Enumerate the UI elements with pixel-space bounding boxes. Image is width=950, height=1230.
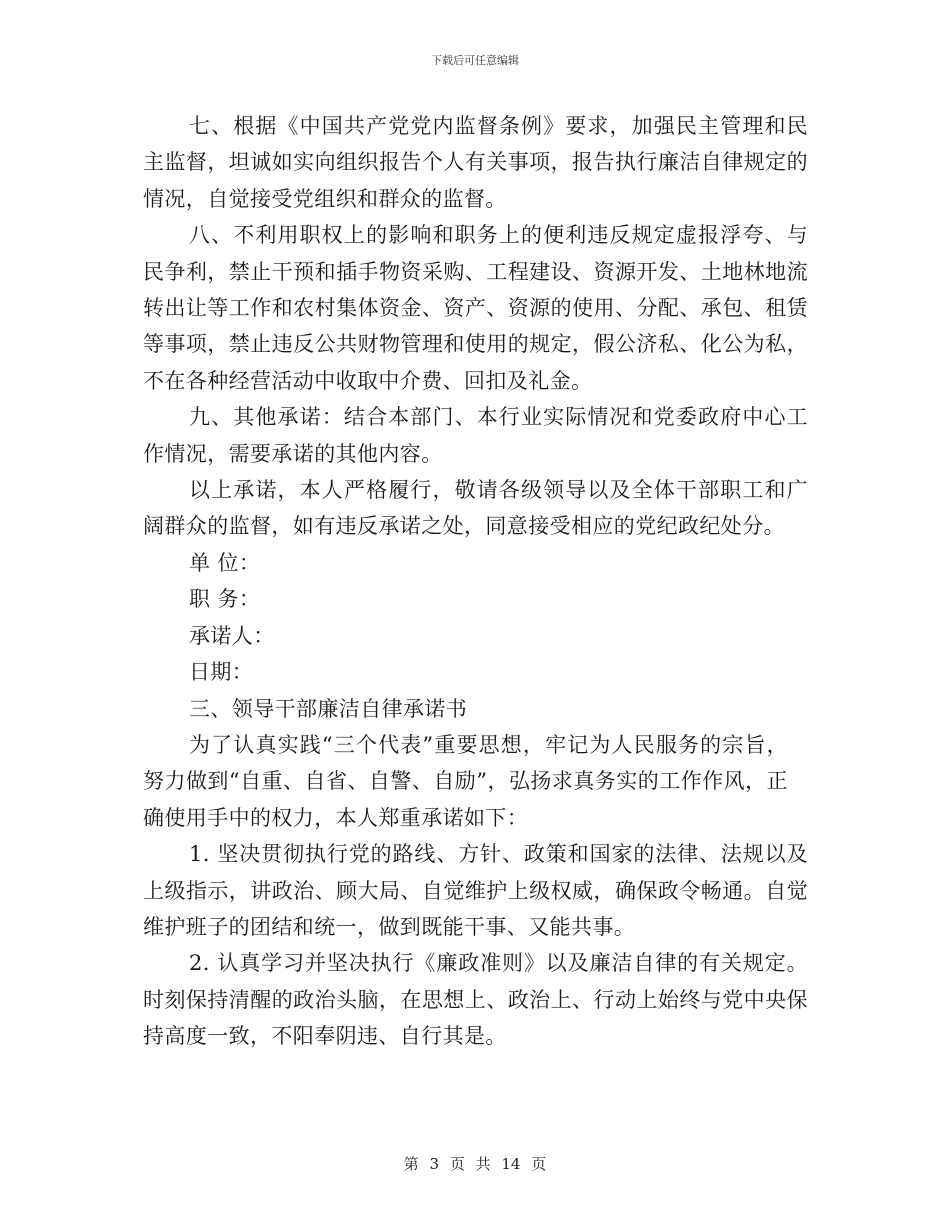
page-header: 下载后可任意编辑	[431, 54, 519, 67]
field-promisor: 承诺人：	[189, 623, 275, 648]
section-intro: 为了认真实践“三个代表”重要思想，牢记为人民服务的宗旨，努力做到“自重、自省、自警、自励”，弘扬求真务实的工作作风，正确使用手中的权力，本人郑重承诺如下：	[143, 732, 788, 830]
paragraph-item-8: 八、不利用职权上的影响和职务上的便利违反规定虚报浮夸、与民争利，禁止干预和插手物资采购、工程建设、资源开发、土地林地流转出让等工作和农村集体资金、资产、资源的使用、分配、承包、租赁等事项，禁止违反公共财物管理和使用的规定，假公济私、化公为私，不在各种经营活动中收取中介费、回扣及礼金。	[143, 223, 808, 393]
section-title: 三、领导干部廉洁自律承诺书	[189, 696, 468, 721]
field-unit: 单 位：	[189, 550, 261, 575]
field-position: 职 务：	[189, 587, 261, 612]
page-footer: 第 3 页 共 14 页	[403, 1155, 547, 1173]
commitment-item-1: 1. 坚决贯彻执行党的路线、方针、政策和国家的法律、法规以及上级指示，讲政治、顾大局、自觉维护上级权威，确保政令畅通。自觉维护班子的团结和统一，做到既能干事、又能共事。	[143, 842, 808, 939]
paragraph-item-7: 七、根据《中国共产党党内监督条例》要求，加强民主管理和民主监督，坦诚如实向组织报告个人有关事项，报告执行廉洁自律规定的情况，自觉接受党组织和群众的监督。	[143, 114, 808, 211]
field-date: 日期：	[189, 660, 254, 685]
document-body	[143, 108, 808, 1055]
paragraph-item-9: 九、其他承诺：结合本部门、本行业实际情况和党委政府中心工作情况，需要承诺的其他内容。	[143, 405, 808, 466]
paragraph-commitment: 以上承诺，本人严格履行，敬请各级领导以及全体干部职工和广阔群众的监督，如有违反承诺之处，同意接受相应的党纪政纪处分。	[143, 478, 808, 539]
commitment-item-2: 2. 认真学习并坚决执行《廉政准则》以及廉洁自律的有关规定。时刻保持清醒的政治头脑，在思想上、政治上、行动上始终与党中央保持高度一致，不阳奉阴违、自行其是。	[143, 951, 808, 1049]
